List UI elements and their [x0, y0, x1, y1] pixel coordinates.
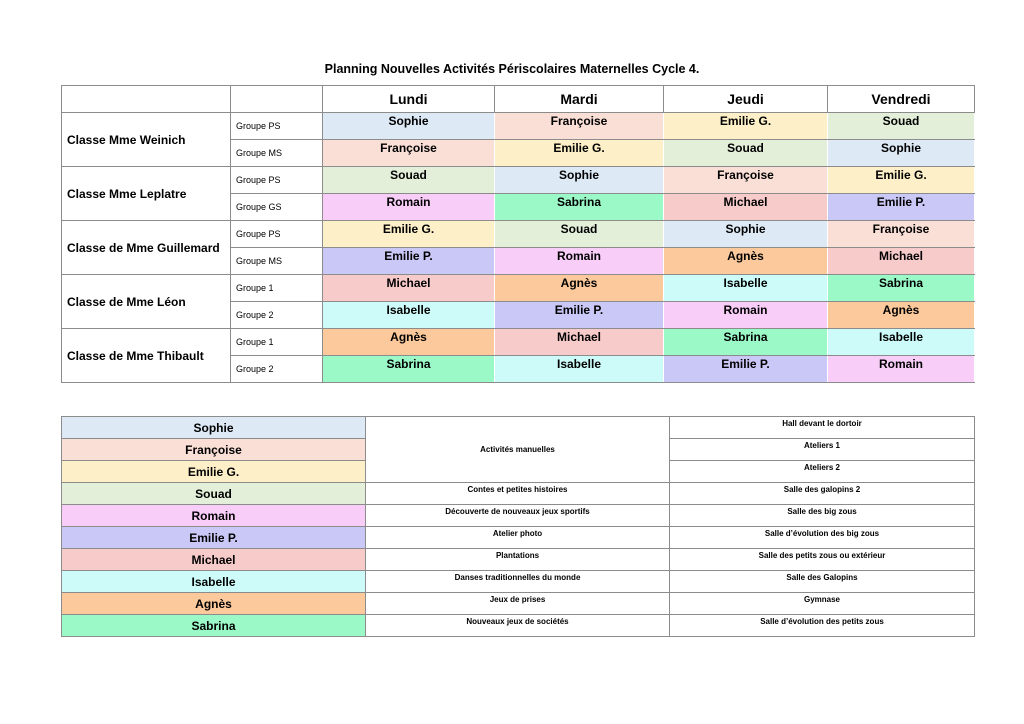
- schedule-slot: Sophie: [495, 167, 664, 194]
- schedule-slot: Françoise: [323, 140, 495, 167]
- schedule-slot: Emilie P.: [828, 194, 975, 221]
- legend-room: Salle d’évolution des big zous: [670, 527, 975, 549]
- legend-person: Sophie: [62, 417, 366, 439]
- legend-room: Salle des big zous: [670, 505, 975, 527]
- schedule-slot: Michael: [828, 248, 975, 275]
- schedule-slot: Sophie: [828, 140, 975, 167]
- schedule-slot: Emilie P.: [664, 356, 828, 383]
- schedule-slot: Michael: [664, 194, 828, 221]
- legend-person: Isabelle: [62, 571, 366, 593]
- group-label: Groupe PS: [231, 113, 323, 140]
- day-header: Lundi: [323, 86, 495, 113]
- schedule-slot: Sophie: [664, 221, 828, 248]
- schedule-slot: Agnès: [664, 248, 828, 275]
- legend-activity: Activités manuelles: [366, 417, 670, 483]
- class-name: Classe de Mme Léon: [62, 275, 231, 329]
- schedule-slot: Michael: [323, 275, 495, 302]
- corner-cell: [231, 86, 323, 113]
- table-row: [62, 221, 975, 248]
- legend-room: Ateliers 1: [670, 439, 975, 461]
- group-label: Groupe PS: [231, 221, 323, 248]
- legend-table: [61, 416, 975, 637]
- schedule-slot: Agnès: [323, 329, 495, 356]
- class-name: Classe de Mme Guillemard: [62, 221, 231, 275]
- legend-person: Michael: [62, 549, 366, 571]
- legend-room: Salle d’évolution des petits zous: [670, 615, 975, 637]
- legend-room: Gymnase: [670, 593, 975, 615]
- group-label: Groupe GS: [231, 194, 323, 221]
- legend-row: [62, 615, 975, 637]
- schedule-slot: Emilie G.: [664, 113, 828, 140]
- schedule-table: [61, 85, 975, 383]
- corner-cell: [62, 86, 231, 113]
- table-row: [62, 167, 975, 194]
- table-row: [62, 329, 975, 356]
- page-title: Planning Nouvelles Activités Périscolaires Maternelles Cycle 4.: [324, 62, 700, 76]
- class-name: Classe de Mme Thibault: [62, 329, 231, 383]
- schedule-slot: Françoise: [495, 113, 664, 140]
- day-header: Vendredi: [828, 86, 975, 113]
- schedule-slot: Romain: [323, 194, 495, 221]
- group-label: Groupe PS: [231, 167, 323, 194]
- legend-row: [62, 571, 975, 593]
- schedule-slot: Françoise: [828, 221, 975, 248]
- schedule-slot: Emilie G.: [828, 167, 975, 194]
- legend-activity: Jeux de prises: [366, 593, 670, 615]
- schedule-slot: Isabelle: [664, 275, 828, 302]
- schedule-slot: Agnès: [828, 302, 975, 329]
- schedule-slot: Souad: [323, 167, 495, 194]
- schedule-slot: Sabrina: [495, 194, 664, 221]
- group-label: Groupe 2: [231, 302, 323, 329]
- legend-person: Romain: [62, 505, 366, 527]
- legend-person: Sabrina: [62, 615, 366, 637]
- legend-room: Hall devant le dortoir: [670, 417, 975, 439]
- legend-row: [62, 549, 975, 571]
- legend-person: Emilie G.: [62, 461, 366, 483]
- legend-row: [62, 417, 975, 439]
- legend-activity: Nouveaux jeux de sociétés: [366, 615, 670, 637]
- schedule-slot: Romain: [495, 248, 664, 275]
- schedule-slot: Romain: [828, 356, 975, 383]
- schedule-slot: Souad: [495, 221, 664, 248]
- legend-person: Agnès: [62, 593, 366, 615]
- group-label: Groupe 2: [231, 356, 323, 383]
- group-label: Groupe 1: [231, 329, 323, 356]
- schedule-slot: Agnès: [495, 275, 664, 302]
- legend-activity: Découverte de nouveaux jeux sportifs: [366, 505, 670, 527]
- schedule-slot: Sabrina: [828, 275, 975, 302]
- legend-person: Emilie P.: [62, 527, 366, 549]
- class-name: Classe Mme Weinich: [62, 113, 231, 167]
- schedule-slot: Sabrina: [323, 356, 495, 383]
- legend-activity: Atelier photo: [366, 527, 670, 549]
- group-label: Groupe 1: [231, 275, 323, 302]
- legend-row: [62, 527, 975, 549]
- legend-activity: Plantations: [366, 549, 670, 571]
- schedule-slot: Michael: [495, 329, 664, 356]
- class-name: Classe Mme Leplatre: [62, 167, 231, 221]
- schedule-slot: Isabelle: [828, 329, 975, 356]
- legend-room: Salle des Galopins: [670, 571, 975, 593]
- schedule-slot: Isabelle: [495, 356, 664, 383]
- legend-room: Salle des petits zous ou extérieur: [670, 549, 975, 571]
- legend-person: Souad: [62, 483, 366, 505]
- schedule-slot: Emilie G.: [323, 221, 495, 248]
- table-row: [62, 113, 975, 140]
- schedule-slot: Isabelle: [323, 302, 495, 329]
- legend-person: Françoise: [62, 439, 366, 461]
- schedule-slot: Emilie P.: [495, 302, 664, 329]
- day-header: Mardi: [495, 86, 664, 113]
- legend-activity: Contes et petites histoires: [366, 483, 670, 505]
- schedule-slot: Françoise: [664, 167, 828, 194]
- schedule-header-row: [62, 86, 975, 113]
- schedule-slot: Sophie: [323, 113, 495, 140]
- table-row: [62, 275, 975, 302]
- schedule-slot: Emilie G.: [495, 140, 664, 167]
- schedule-slot: Sabrina: [664, 329, 828, 356]
- group-label: Groupe MS: [231, 248, 323, 275]
- legend-row: [62, 483, 975, 505]
- legend-row: [62, 593, 975, 615]
- schedule-slot: Souad: [664, 140, 828, 167]
- schedule-slot: Romain: [664, 302, 828, 329]
- schedule-slot: Souad: [828, 113, 975, 140]
- legend-row: [62, 505, 975, 527]
- group-label: Groupe MS: [231, 140, 323, 167]
- legend-activity: Danses traditionnelles du monde: [366, 571, 670, 593]
- day-header: Jeudi: [664, 86, 828, 113]
- legend-room: Salle des galopins 2: [670, 483, 975, 505]
- legend-room: Ateliers 2: [670, 461, 975, 483]
- schedule-slot: Emilie P.: [323, 248, 495, 275]
